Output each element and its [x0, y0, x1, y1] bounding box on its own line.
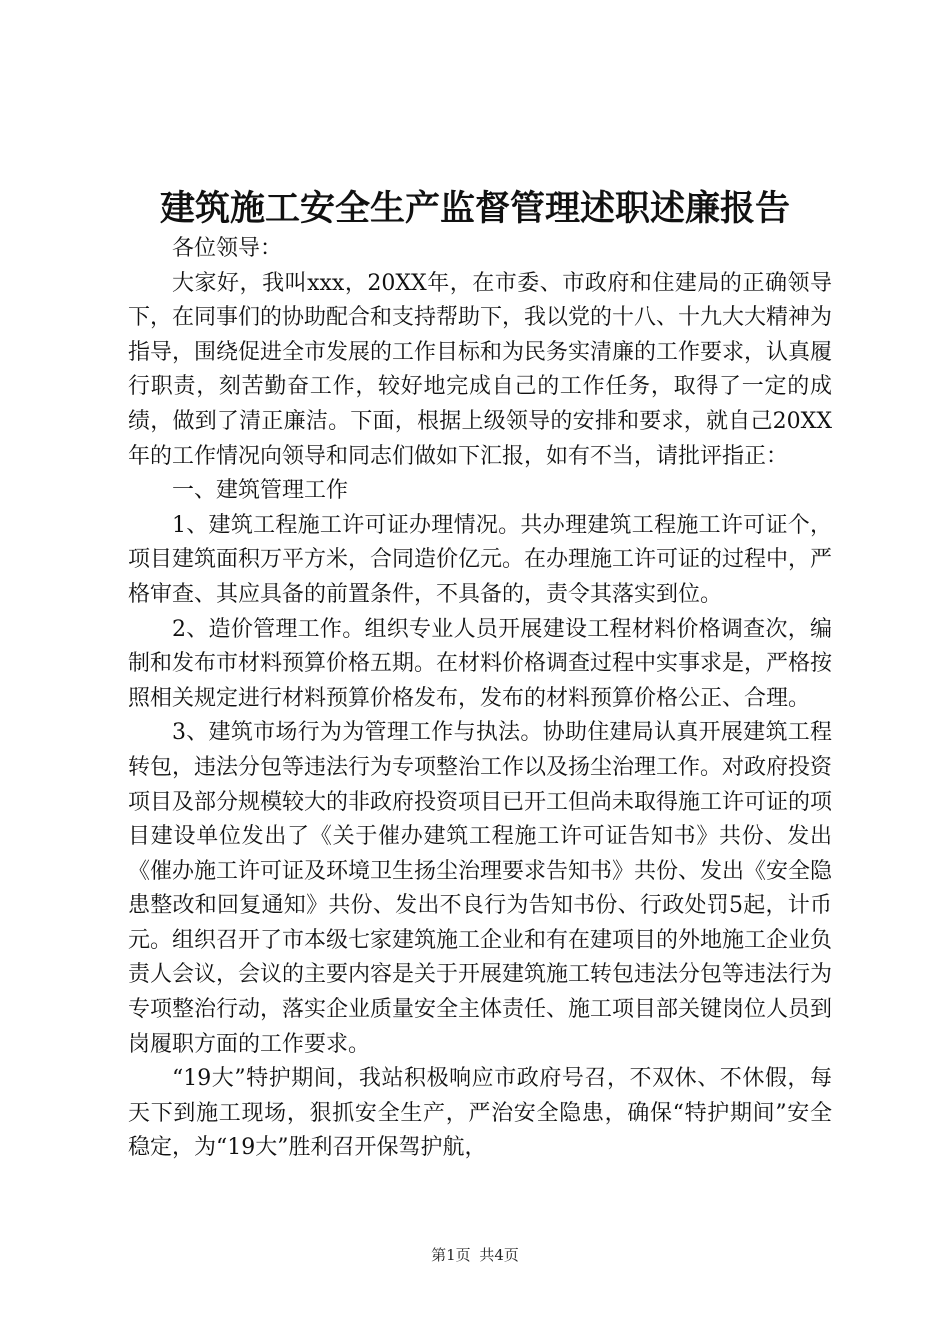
document-body — [128, 232, 832, 1166]
special-period-paragraph: “19大”特护期间，我站积极响应市政府号召，不双休、不休假，每天下到施工现场，狠抓安全生产，严治安全隐患，确保“特护期间”安全稳定，为“19大”胜利召开保驾护航， — [128, 1066, 832, 1161]
salutation-paragraph: 各位领导： — [172, 236, 283, 261]
intro-paragraph: 大家好，我叫xxx，20XX年，在市委、市政府和住建局的正确领导下，在同事们的协助配合和支持帮助下，我以党的十八、十九大大精神为指导，围绕促进全市发展的工作目标和为民务实清廉的工作要求，认真履行职责，刻苦勤奋工作，较好地完成自己的工作任务，取得了一定的成绩，做到了清正廉洁。下面，根据上级领导的安排和要求，就自己20XX年的工作情况向领导和同志们做如下汇报，如有不当，请批评指正： — [128, 270, 833, 469]
section-heading: 一、建筑管理工作 — [172, 478, 349, 504]
item-1-paragraph: 1、建筑工程施工许可证办理情况。共办理建筑工程施工许可证个，项目建筑面积万平方米，合同造价亿元。在办理施工许可证的过程中，严格审查、其应具备的前置条件，不具备的，责令其落实到位。 — [128, 512, 833, 607]
item-2-paragraph: 2、造价管理工作。组织专业人员开展建设工程材料价格调查次，编制和发布市材料预算价格五期。在材料价格调查过程中实事求是，严格按照相关规定进行材料预算价格发布，发布的材料预算价格公正、合理。 — [128, 616, 833, 711]
document-title: 建筑施工安全生产监督管理述职述廉报告 — [159, 188, 790, 229]
page-number: 第1页 — [431, 1246, 471, 1264]
item-3-paragraph: 3、建筑市场行为为管理工作与执法。协助住建局认真开展建筑工程转包，违法分包等违法行为专项整治工作以及扬尘治理工作。对政府投资项目及部分规模较大的非政府投资项目已开工但尚未取得施工许可证的项目建设单位发出了《关于催办建筑工程施工许可证告知书》共份、发出《催办施工许可证及环境卫生扬尘治理要求告知书》共份、发出《安全隐患整改和回复通知》共份、发出不良行为告知书份、行政处罚5起，计币元。组织召开了市本级七家建筑施工企业和有在建项目的外地施工企业负责人会议，会议的主要内容是关于开展建筑施工转包违法分包等违法行为专项整治行动，落实企业质量安全主体责任、施工项目部关键岗位人员到岗履职方面的工作要求。 — [128, 720, 833, 1057]
page-total: 共4页 — [479, 1246, 519, 1264]
page-footer — [0, 1245, 950, 1265]
